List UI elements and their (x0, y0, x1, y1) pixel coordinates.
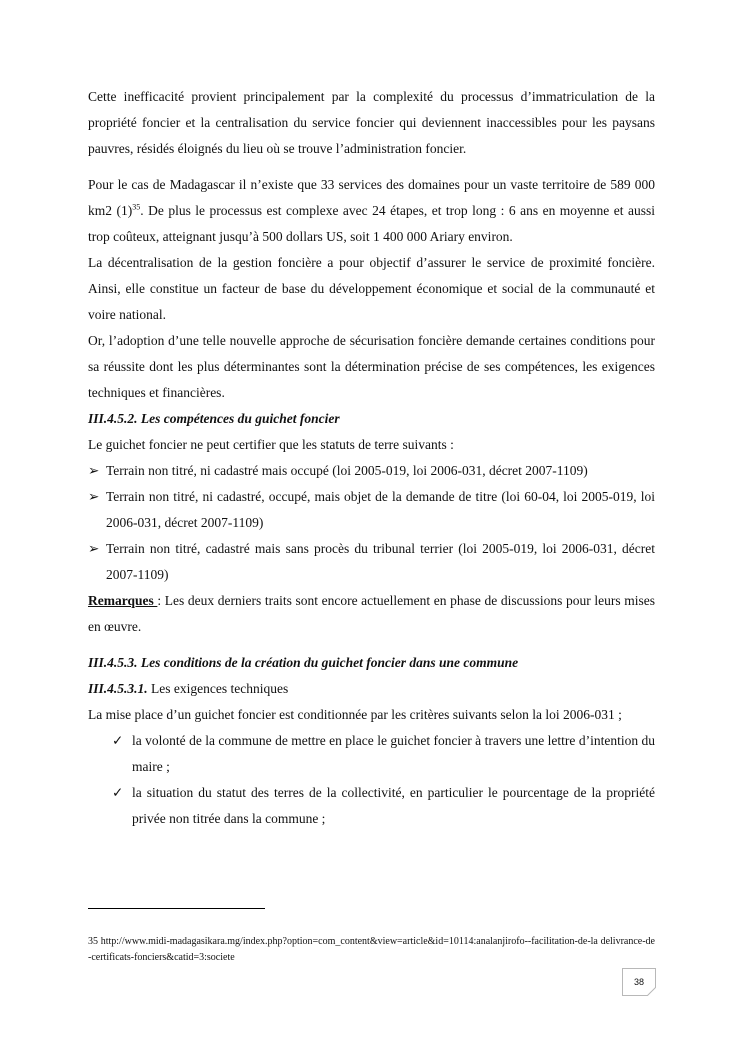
intro-452: Le guichet foncier ne peut certifier que les statuts de terre suivants : (88, 437, 454, 452)
paragraph-3: La décentralisation de la gestion foncière a pour objectif d’assurer le service de proximité foncière. Ainsi, elle constitue un facteur de base du développement économique et social de la communauté et voire national. (88, 255, 655, 322)
list-item-text: la situation du statut des terres de la collectivité, en particulier le pourcentage de la propriété privée non titrée dans la commune ; (132, 785, 655, 826)
paragraph-2-part-a: Pour le cas de Madagascar il n’existe que 33 services des domaines pour un vaste territoire de 589 000 km2 (1) (88, 177, 655, 218)
list-item-text: la volonté de la commune de mettre en place le guichet foncier à travers une lettre d’intention du maire ; (132, 733, 655, 774)
footnote-ref: 35 (132, 202, 141, 212)
list-item (88, 536, 655, 588)
footnote (88, 934, 655, 966)
list-item-text: Terrain non titré, cadastré mais sans procès du tribunal terrier (loi 2005-019, loi 2006-031, décret 2007-1109) (106, 541, 655, 582)
page-number-box (622, 968, 656, 996)
list-item-text: Terrain non titré, ni cadastré, occupé, mais objet de la demande de titre (loi 60-04, loi 2005-019, loi 2006-031, décret 2007-1109) (106, 489, 655, 530)
checkmark-icon: ✓ (112, 733, 124, 748)
list-item (88, 458, 655, 484)
heading-452: III.4.5.2. Les compétences du guichet foncier (88, 411, 340, 426)
arrow-bullet-icon: ➢ (88, 489, 100, 504)
paragraph-4: Or, l’adoption d’une telle nouvelle approche de sécurisation foncière demande certaines conditions pour sa réussite dont les plus déterminantes sont la détermination précise de ses compétences, les exigences techniques et financières. (88, 333, 655, 400)
page-curl-icon (647, 987, 656, 996)
remark-label: Remarques (88, 593, 158, 608)
intro-453: La mise place d’un guichet foncier est conditionnée par les critères suivants selon la loi 2006-031 ; (88, 707, 622, 722)
subheading-4531 (88, 676, 655, 702)
footnote-separator (88, 908, 265, 909)
subheading-number: III.4.5.3.1. (88, 681, 148, 696)
checkmark-icon: ✓ (112, 785, 124, 800)
list-item (88, 484, 655, 536)
paragraph-2 (88, 172, 655, 250)
arrow-bullet-icon: ➢ (88, 463, 100, 478)
paragraph-1: Cette inefficacité provient principalement par la complexité du processus d’immatriculation de la propriété foncier et la centralisation du service foncier qui deviennent inaccessibles pour les paysans pauvres, résidés éloignés du lieu où se trouve l’administration foncier. (88, 89, 655, 156)
remark (88, 588, 655, 640)
list-item (88, 728, 655, 780)
arrow-bullet-icon: ➢ (88, 541, 100, 556)
footnote-text: http://www.midi-madagasikara.mg/index.php?option=com_content&view=article&id=10114:analanjirofo--facilitation-de-la delivrance-de-certificats-fonciers&catid=3:societe (88, 936, 655, 963)
footnote-number: 35 (88, 936, 98, 947)
list-item-text: Terrain non titré, ni cadastré mais occupé (loi 2005-019, loi 2006-031, décret 2007-1109) (106, 463, 588, 478)
heading-453: III.4.5.3. Les conditions de la création du guichet foncier dans une commune (88, 655, 519, 670)
remark-text: : Les deux derniers traits sont encore actuellement en phase de discussions pour leurs mises en œuvre. (88, 593, 655, 634)
list-item (88, 780, 655, 832)
paragraph-2-part-b: . De plus le processus est complexe avec 24 étapes, et trop long : 6 ans en moyenne et aussi trop coûteux, atteignant jusqu’à 500 dollars US, soit 1 400 000 Ariary environ. (88, 203, 655, 244)
page-number: 38 (633, 977, 644, 987)
subheading-title: Les exigences techniques (147, 681, 289, 696)
body-text (88, 84, 655, 832)
